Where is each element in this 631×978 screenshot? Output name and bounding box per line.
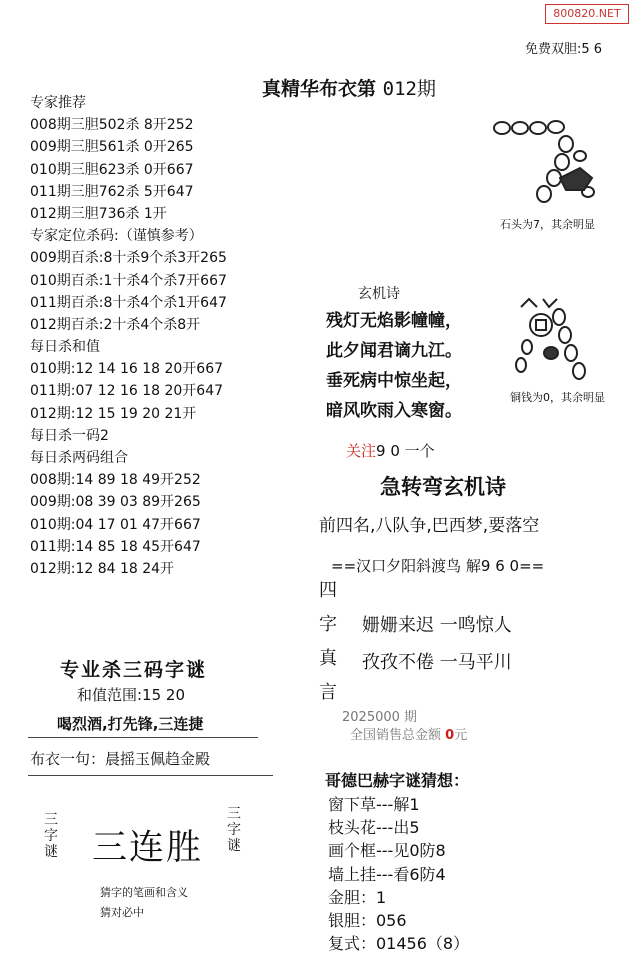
poem-line: 残灯无焰影幢幢， [326,311,462,331]
list-item: 画个框---见0防8 [328,841,446,861]
list-item: 复式：01456（8） [328,934,470,954]
list-item: 墙上挂---看6防4 [328,864,446,884]
riddle-phrase: 喝烈酒,打先锋,三连捷 [57,715,204,733]
idiom-line: 姗姗来迟 一鸣惊人 [362,615,512,636]
sales-total [350,724,467,743]
big-slogan: 三连胜 [92,828,204,868]
list-item: 010期三胆623杀 0开667 [30,161,194,178]
follow-value: 9 0 一个 [376,442,435,460]
divider [28,737,258,738]
hint-line: 猜对必中 [100,906,144,919]
list-item: 每日杀两码组合 [30,450,128,466]
hint-line: 猜字的笔画和含义 [100,886,188,899]
list-item: 每日杀和值 [30,339,100,356]
riddle-poem-answer: ==汉口夕阳斜渡鸟 解9 6 0== [331,557,545,575]
list-item: 011期:07 12 16 18 20开647 [30,383,224,400]
kill-three-riddle-title: 专业杀三码字谜 [60,659,208,681]
list-item: 012期:12 84 18 24开 [30,560,175,577]
sales-unit: 元 [454,728,468,743]
expert-list [30,92,227,580]
list-item: 窗下草---解1 [328,795,420,814]
list-item: 金胆：1 [328,887,387,907]
list-item: 专家定位杀码:（谨慎参考） [30,228,203,245]
list-item: 012期:12 15 19 20 21开 [30,405,197,422]
poem-line: 此夕闻君谪九江。 [326,341,462,361]
sales-label: 全国销售总金额 [350,728,442,743]
vertical-label-right: 三字谜 [227,806,241,854]
poem-line: 垂死病中惊坐起， [326,371,462,391]
issue-number: 2025000 期 [342,710,418,725]
list-item: 010期百杀:1十杀4个杀7开667 [30,272,227,289]
poem-line: 暗风吹雨入寒窗。 [326,401,462,421]
goldbach-list [328,793,469,955]
list-item: 009期:08 39 03 89开265 [30,494,201,511]
poem-title: 玄机诗 [358,286,400,302]
list-item: 011期三胆762杀 5开647 [30,183,194,200]
list-item: 011期百杀:8十杀4个杀1开647 [30,294,227,311]
follow-line [346,440,435,461]
list-item: 010期:04 17 01 47开667 [30,516,201,533]
stone-caption: 石头为7，其余明显 [500,218,595,231]
goldbach-title: 哥德巴赫字谜猜想： [325,771,470,790]
buyi-sentence: 布衣一句：晨摇玉佩趋金殿 [30,750,211,768]
free-double-text: 免费双胆:5 6 [525,42,603,57]
title-text: 真精华布衣第 [262,78,377,100]
site-watermark: 800820.NET [545,4,629,24]
list-item: 012期三胆736杀 1开 [30,205,167,222]
list-item: 008期三胆502杀 8开252 [30,117,194,134]
list-item: 010期:12 14 16 18 20开667 [30,361,224,378]
list-item: 011期:14 85 18 45开647 [30,538,201,555]
sales-amount: 0 [445,728,455,743]
list-item: 专家推荐 [30,95,86,111]
vertical-label-left: 三字谜 [44,812,58,860]
riddle-poem-heading: 急转弯玄机诗 [380,475,506,499]
idiom-line: 孜孜不倦 一马平川 [362,652,512,673]
sum-range: 和值范围:15 20 [77,686,185,704]
riddle-poem-text: 前四名,八队争,巴西梦,要落空 [319,516,540,536]
list-item: 012期百杀:2十杀4个杀8开 [30,316,201,333]
coin-caption: 铜钱为0，其余明显 [510,391,605,404]
four-char-mantra-label: 四字真言 [319,580,337,703]
follow-label: 关注 [346,442,377,460]
list-item: 009期三胆561杀 0开265 [30,139,194,156]
page-title [262,74,436,101]
list-item: 009期百杀:8十杀9个杀3开265 [30,250,227,267]
list-item: 008期:14 89 18 49开252 [30,472,201,489]
poem [326,306,462,426]
divider [28,775,273,776]
coin-puzzle-illustration [513,295,623,385]
list-item: 每日杀一码2 [30,427,109,444]
list-item: 枝头花---出5 [328,818,420,838]
stone-puzzle-illustration [488,112,608,212]
title-issue: 012期 [382,78,436,100]
list-item: 银胆：056 [328,910,407,930]
